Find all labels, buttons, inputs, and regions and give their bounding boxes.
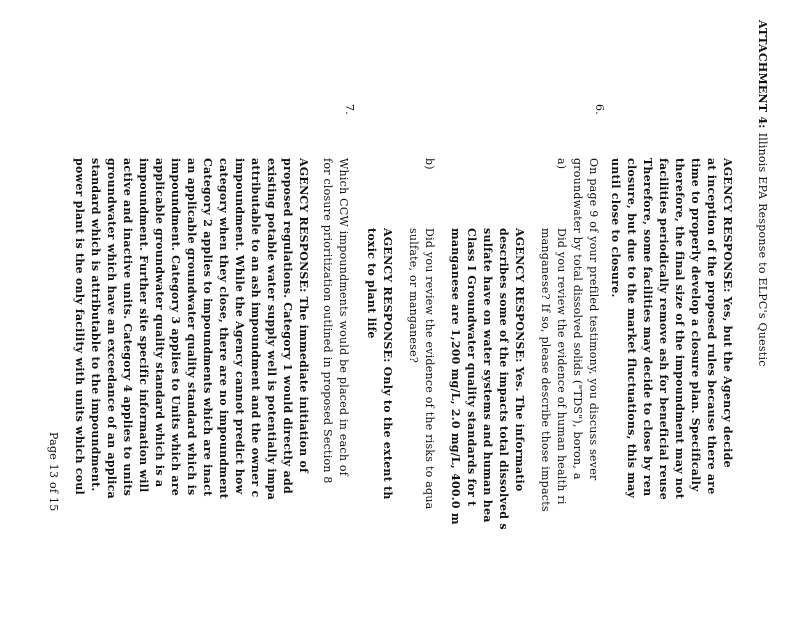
subquestion-text: manganese? If so, please describe those impacts [539, 228, 552, 512]
prev-response-line: at inception of the proposed rules because there are [705, 158, 718, 495]
question-number: 7. [343, 104, 356, 115]
question-response: existing potable water supply well is potentially impa [265, 158, 278, 500]
question-response: attributable to an ash impoundment and the owner c [249, 158, 262, 498]
attachment-title: Illinois EPA Response to ELPC's Questic [756, 132, 769, 367]
subquestion-text: Did you review the evidence of the risks to aqua [423, 228, 436, 510]
question-response: Category 2 applies to impoundments which are inact [201, 158, 214, 497]
prev-response-line: facilities periodically remove ash for beneficial reuse [657, 158, 670, 500]
question-response: an applicable groundwater quality standard which is [185, 158, 198, 496]
subquestion-response: AGENCY RESPONSE: Yes. The informatio [513, 228, 526, 492]
question-response: AGENCY RESPONSE: The immediate initiation of [297, 158, 310, 474]
question-response: impoundment. While the Agency cannot predict how [233, 158, 246, 495]
question-text: On page 9 of your prefiled testimony, you discuss sever [587, 158, 600, 481]
subquestion-response: sulfate have on water systems and human hea [481, 228, 494, 523]
prev-response-line: therefore, the final size of the impoundment may not [673, 158, 686, 500]
question-response: category when they close, there are no impoundment [217, 158, 230, 499]
question-response: active and inactive units. Category 4 applies to units [121, 158, 134, 497]
subquestion-label: b) [423, 158, 436, 170]
attachment-heading [757, 20, 768, 367]
question-text: Which CCW impoundments would be placed in each of [337, 158, 350, 477]
prev-response-line: Therefore, some facilities may decide to close by ren [641, 158, 654, 497]
page-number: Page 13 of 15 [47, 432, 60, 512]
subquestion-text: sulfate, or manganese? [407, 228, 420, 363]
subquestion-response: describes some of the impacts total dissolved s [497, 228, 510, 530]
subquestion-text: Did you review the evidence of human health ri [555, 228, 568, 505]
subquestion-label: a) [555, 158, 568, 170]
question-text: groundwater by total dissolved solids ("TDS"), boron, a [571, 158, 584, 480]
question-text: for closure prioritization outlined in proposed Section 8 [321, 158, 334, 484]
attachment-label: ATTACHMENT 4: [756, 20, 769, 129]
question-response: proposed regulations. Category 1 would directly add [281, 158, 294, 494]
prev-response-line: until close to closure. [609, 158, 622, 298]
subquestion-response: toxic to plant life [365, 228, 378, 339]
question-number: 6. [593, 104, 606, 115]
prev-response-line: AGENCY RESPONSE: Yes, but the Agency decide [721, 158, 734, 468]
question-response: power plant is the only facility with units which coul [73, 158, 86, 495]
question-response: standard which is attributable to the impoundment. [89, 158, 102, 492]
prev-response-line: closure, but due to the market fluctuations, this may [625, 158, 638, 499]
prev-response-line: time to properly develop a closure plan. Specifically [689, 158, 702, 492]
question-response: groundwater which have an exceedance of an applica [105, 158, 118, 499]
question-response: applicable groundwater quality standard which is a [153, 158, 166, 488]
subquestion-response: manganese are 1,200 mg/L, 2.0 mg/L, 400.0 m [449, 228, 462, 525]
subquestion-response: AGENCY RESPONSE: Only to the extent th [381, 228, 394, 500]
subquestion-response: Class I Groundwater quality standards for t [465, 228, 478, 507]
question-response: impoundment. Category 3 applies to Units which are [169, 158, 182, 496]
question-response: impoundment. Further site specific information will [137, 158, 150, 493]
